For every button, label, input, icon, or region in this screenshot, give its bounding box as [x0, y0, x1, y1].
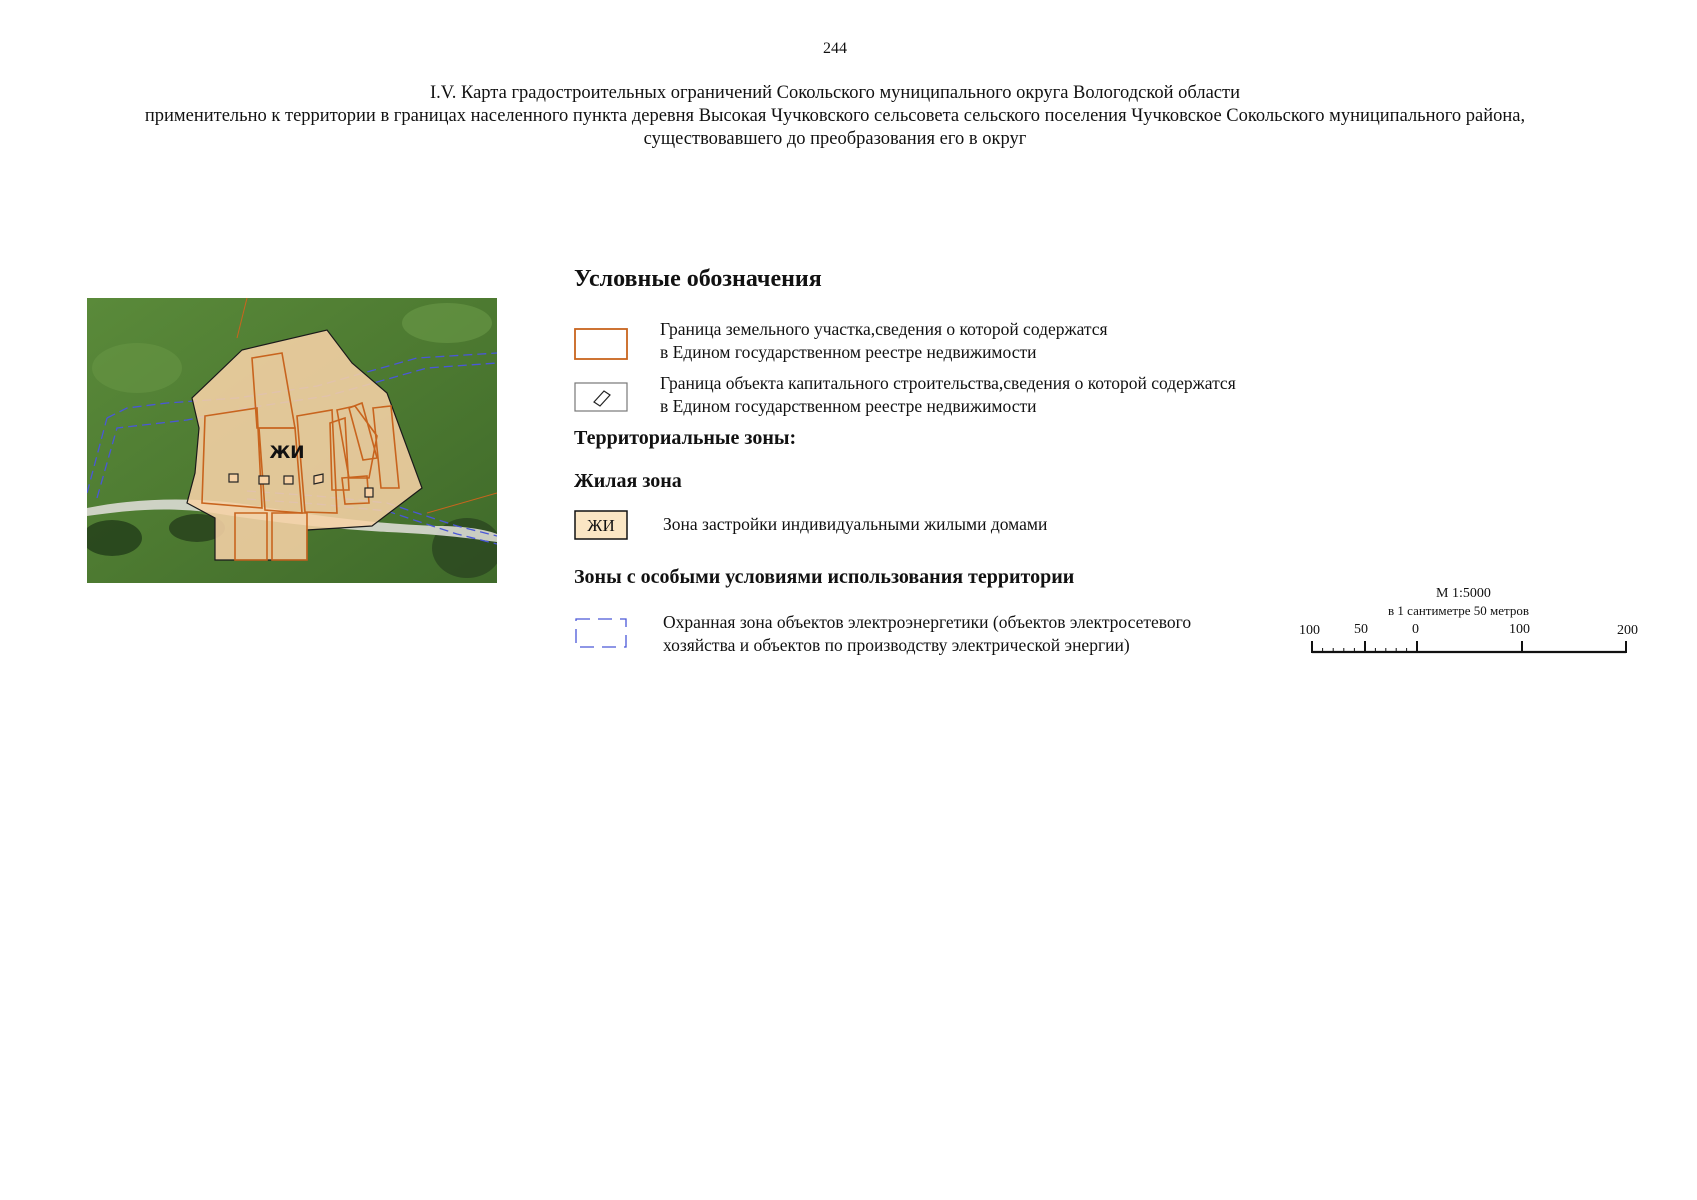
zhi-description: Зона застройки индивидуальными жилыми домами: [663, 514, 1048, 534]
scale-tick-label: 0: [1412, 622, 1419, 637]
map-zone-label: ЖИ: [269, 443, 305, 463]
building-boundary-symbol: [574, 382, 628, 412]
field-patch: [92, 343, 182, 393]
scale-note: в 1 сантиметре 50 метров: [1388, 603, 1530, 618]
residential-zone-heading: Жилая зона: [574, 470, 682, 492]
title-line-3: существовавшего до преобразования его в округ: [643, 129, 1027, 149]
scale-ratio: М 1:5000: [1436, 586, 1491, 601]
special-zones-heading: Зоны с особыми условиями использования территории: [574, 566, 1075, 588]
legend-heading: Условные обозначения: [574, 266, 822, 292]
scale-bar: [1290, 586, 1650, 656]
power-zone-line-2: хозяйства и объектов по производству электрической энергии): [663, 635, 1130, 655]
parcel-boundary-line-1: Граница земельного участка,сведения о которой содержатся: [660, 319, 1108, 339]
parcel-boundary-symbol: [574, 328, 628, 360]
parcel-boundary-line-2: в Едином государственном реестре недвижимости: [660, 342, 1037, 362]
building-boundary-line-1: Граница объекта капитального строительства,сведения о которой содержатся: [660, 373, 1236, 393]
document-title: [40, 82, 1630, 151]
page-number: 244: [823, 40, 847, 57]
map-canvas: [87, 298, 497, 583]
title-line-2: применительно к территории в границах населенного пункта деревня Высокая Чучковского сельсовета сельского поселения Чучковское Сокольского муниципального района,: [144, 106, 1526, 126]
building-outline-icon: [594, 391, 610, 406]
scale-tick-label: 100: [1299, 623, 1320, 638]
scale-tick-label: 200: [1617, 623, 1638, 638]
field-patch: [402, 303, 492, 343]
scale-tick-label: 100: [1509, 622, 1530, 637]
building-boundary-line-2: в Едином государственном реестре недвижимости: [660, 396, 1037, 416]
power-zone-line-1: Охранная зона объектов электроэнергетики (объектов электросетевого: [663, 612, 1192, 632]
zhi-code: ЖИ: [587, 516, 615, 535]
power-zone-symbol: [574, 617, 628, 649]
title-line-1: I.V. Карта градостроительных ограничений Сокольского муниципального округа Вологодской области: [429, 83, 1241, 103]
settlement-map[interactable]: [87, 298, 497, 583]
zhi-symbol: [574, 510, 628, 540]
territorial-zones-heading: Территориальные зоны:: [574, 427, 797, 449]
scale-ruler: [1290, 638, 1650, 656]
scale-tick-label: 50: [1354, 622, 1368, 637]
